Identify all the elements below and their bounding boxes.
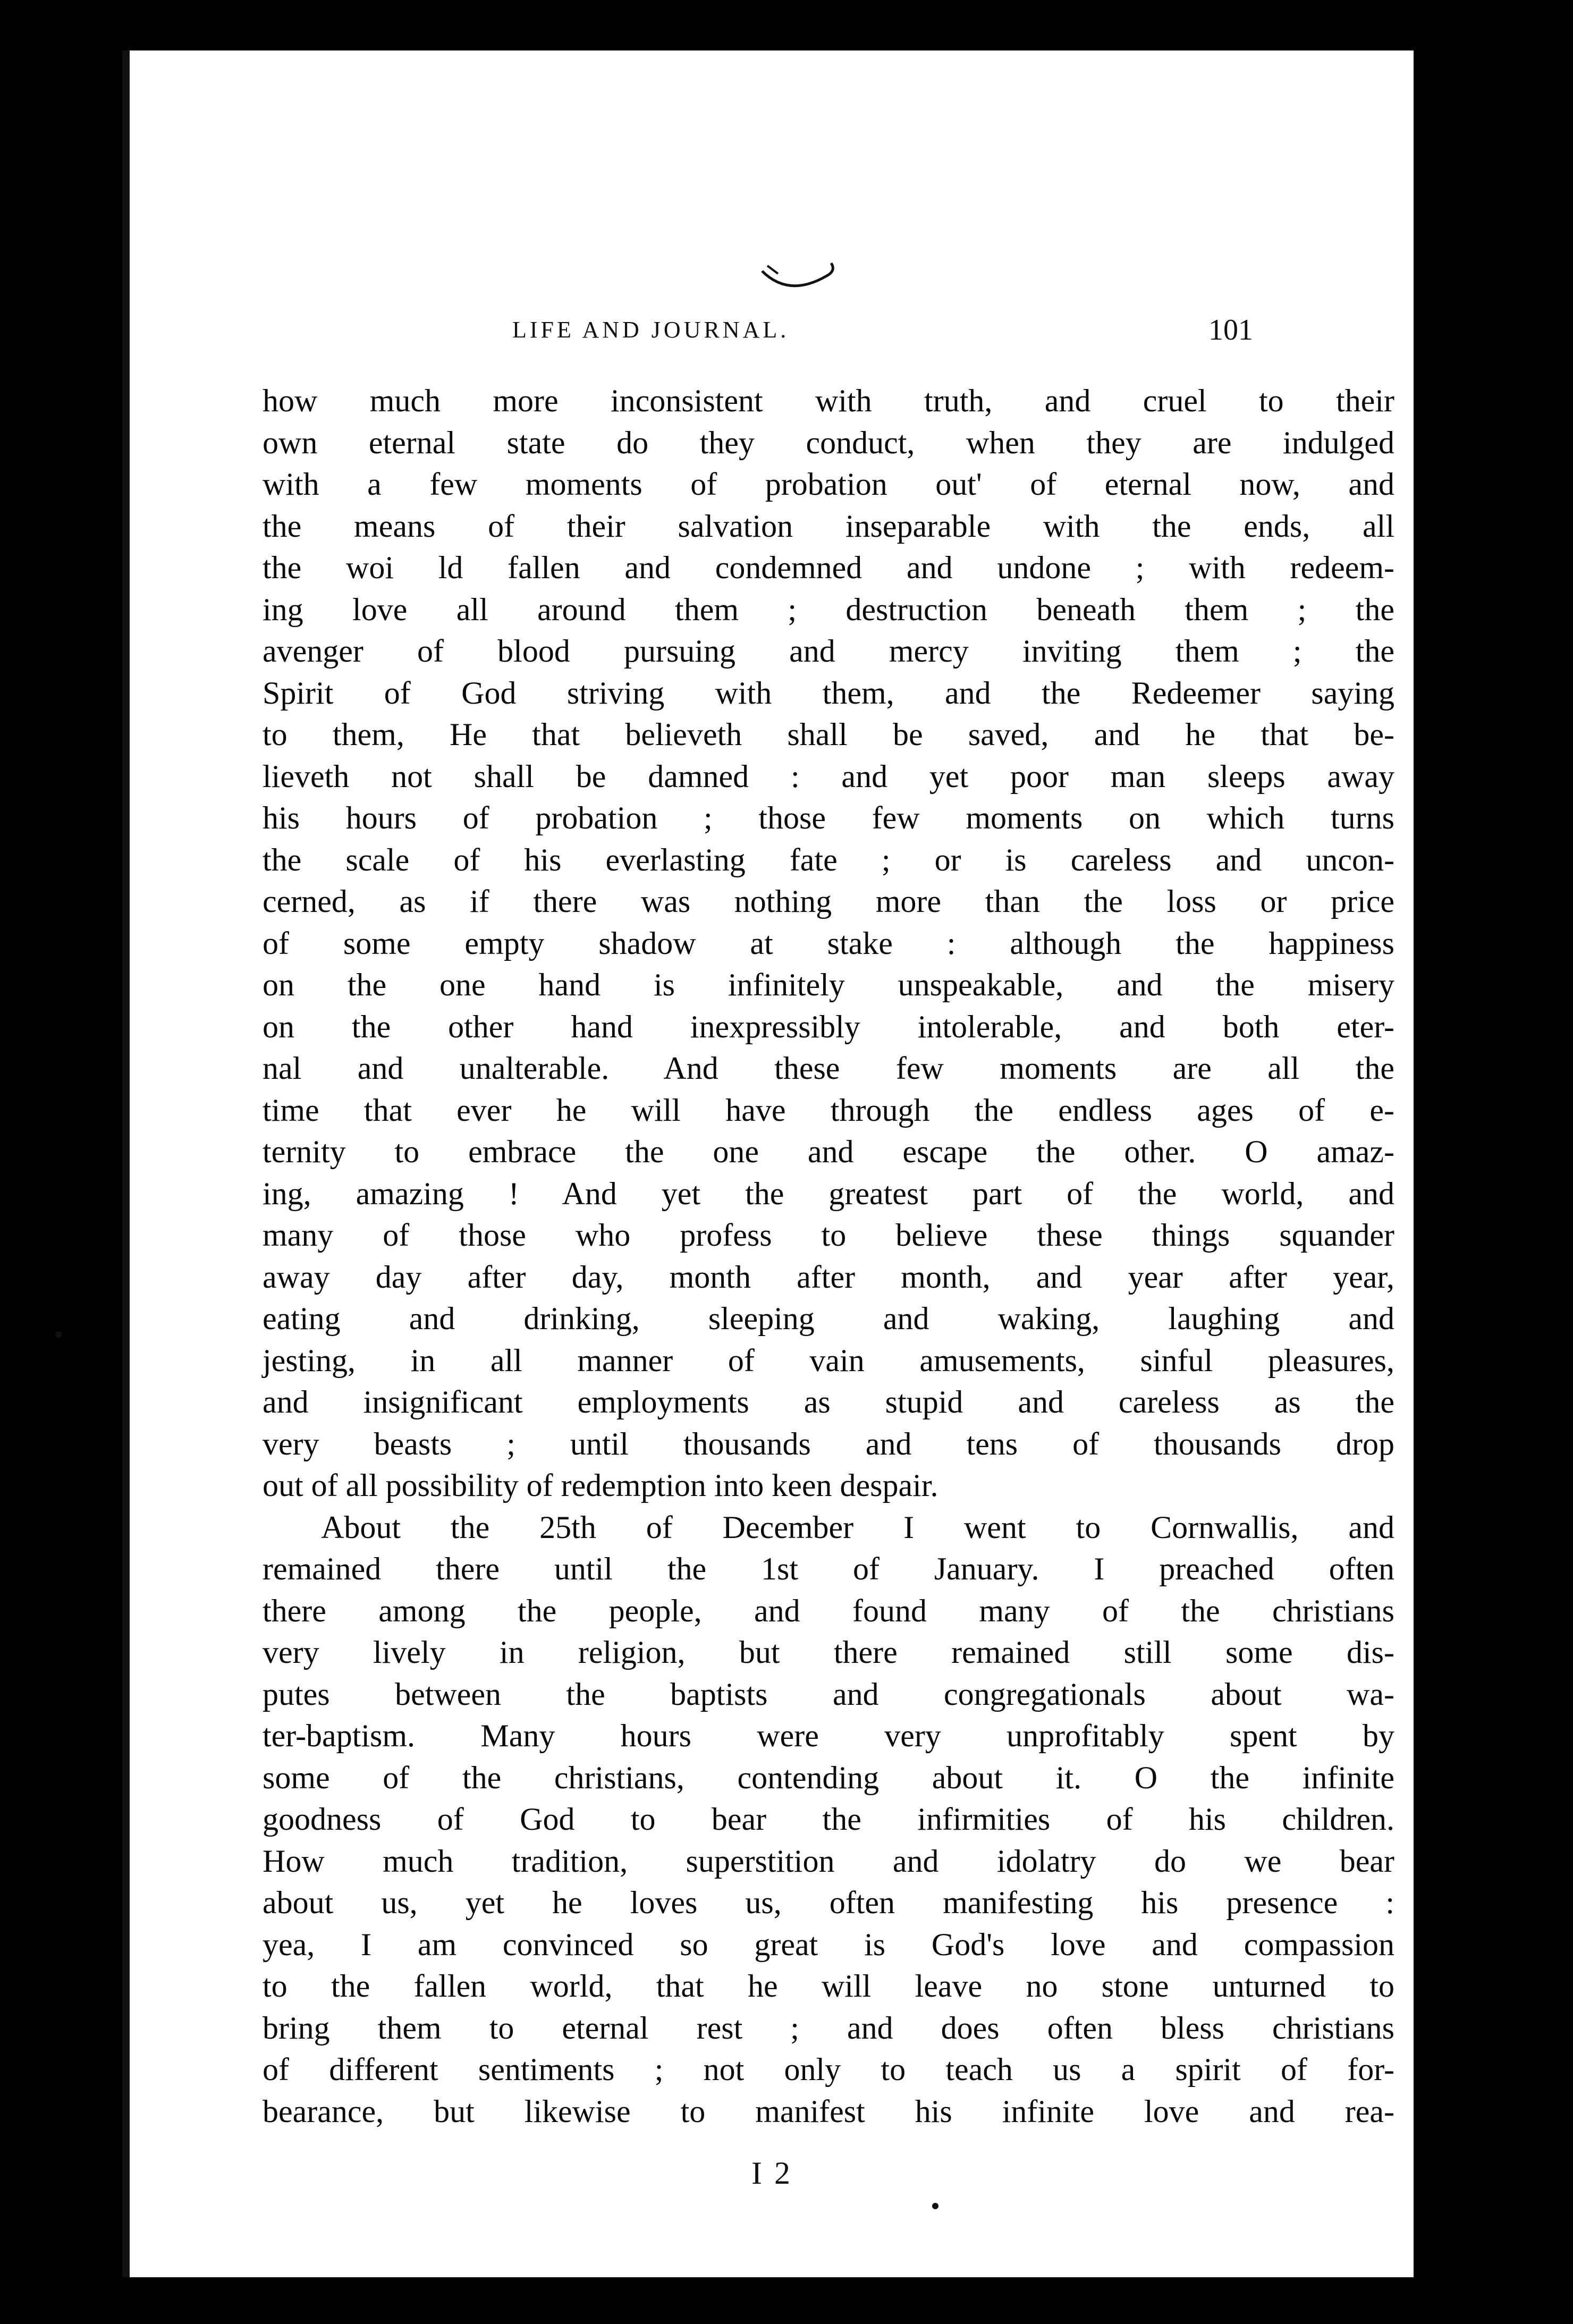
text-line: how much more inconsistent with truth, and cruel to their: [263, 383, 1394, 418]
text-line: jesting, in all manner of vain amusements, sinful pleasures,: [263, 1342, 1394, 1378]
text-line: ing love all around them ; destruction beneath them ; the: [263, 591, 1394, 627]
text-line: there among the people, and found many of the christians: [263, 1593, 1394, 1628]
text-line: nal and unalterable. And these few moments are all the: [263, 1051, 1394, 1086]
text-line: very beasts ; until thousands and tens of thousands drop: [263, 1426, 1394, 1461]
text-line: remained there until the 1st of January. I preached often: [263, 1551, 1394, 1586]
text-line: eating and drinking, sleeping and waking, laughing and: [263, 1301, 1394, 1336]
text-line: avenger of blood pursuing and mercy inviting them ; the: [263, 633, 1394, 669]
text-line: bring them to eternal rest ; and does often bless christians: [263, 2010, 1394, 2046]
speck-mark: [55, 1331, 62, 1338]
text-line: about us, yet he loves us, often manifesting his presence :: [263, 1885, 1394, 1920]
text-line: his hours of probation ; those few moments on which turns: [263, 800, 1394, 835]
text-line: some of the christians, contending about it. O the infinite: [263, 1760, 1394, 1795]
text-line: to them, He that believeth shall be saved, and he that be-: [263, 717, 1394, 752]
paragraph-first-line: About the 25th of December I went to Cornwallis, and: [321, 1509, 1394, 1545]
text-line: yea, I am convinced so great is God's love and compassion: [263, 1926, 1394, 1962]
text-line: putes between the baptists and congregationals about wa-: [263, 1676, 1394, 1712]
text-line: the scale of his everlasting fate ; or is careless and uncon-: [263, 842, 1394, 877]
text-line: bearance, but likewise to manifest his infinite love and rea-: [263, 2093, 1394, 2129]
text-line: ter-baptism. Many hours were very unprofitably spent by: [263, 1718, 1394, 1753]
text-line: own eternal state do they conduct, when they are indulged: [263, 425, 1394, 460]
text-line: time that ever he will have through the endless ages of e-: [263, 1092, 1394, 1128]
text-line: cerned, as if there was nothing more than the loss or price: [263, 884, 1394, 919]
signature-mark: I 2: [751, 2156, 792, 2191]
text-line: and insignificant employments as stupid and careless as the: [263, 1384, 1394, 1419]
page-edge-shadow: [1477, 0, 1573, 2324]
text-line: ternity to embrace the one and escape the other. O amaz-: [263, 1134, 1394, 1169]
speck-mark: [932, 2203, 938, 2209]
running-head: [130, 316, 1421, 359]
text-line: Spirit of God striving with them, and the Redeemer saying: [263, 675, 1394, 711]
text-line: the woi ld fallen and condemned and undone ; with redeem-: [263, 550, 1394, 585]
body-text: [263, 380, 1394, 2132]
text-line: goodness of God to bear the infirmities of his children.: [263, 1802, 1394, 1837]
running-title: LIFE AND JOURNAL.: [512, 317, 790, 343]
text-line: on the other hand inexpressibly intolerable, and both eter-: [263, 1009, 1394, 1044]
text-line: the means of their salvation inseparable with the ends, all: [263, 508, 1394, 544]
text-line: with a few moments of probation out' of eternal now, and: [263, 467, 1394, 502]
text-line: to the fallen world, that he will leave no stone unturned to: [263, 1968, 1394, 2004]
book-page: [122, 50, 1414, 2277]
text-line: away day after day, month after month, and year after year,: [263, 1259, 1394, 1295]
text-line: lieveth not shall be damned : and yet poor man sleeps away: [263, 758, 1394, 794]
page-number: 101: [1208, 314, 1253, 347]
text-line: many of those who profess to believe these things squander: [263, 1218, 1394, 1253]
text-line: on the one hand is infinitely unspeakable, and the misery: [263, 967, 1394, 1002]
ornament-flourish-icon: [757, 260, 842, 298]
text-line: of different sentiments ; not only to teach us a spirit of for-: [263, 2052, 1394, 2087]
text-line: ing, amazing ! And yet the greatest part of the world, and: [263, 1176, 1394, 1211]
text-line: How much tradition, superstition and idolatry do we bear: [263, 1843, 1394, 1879]
text-line: out of all possibility of redemption into keen despair.: [263, 1468, 938, 1503]
text-line: very lively in religion, but there remained still some dis-: [263, 1635, 1394, 1670]
text-line: of some empty shadow at stake : although the happiness: [263, 925, 1394, 961]
